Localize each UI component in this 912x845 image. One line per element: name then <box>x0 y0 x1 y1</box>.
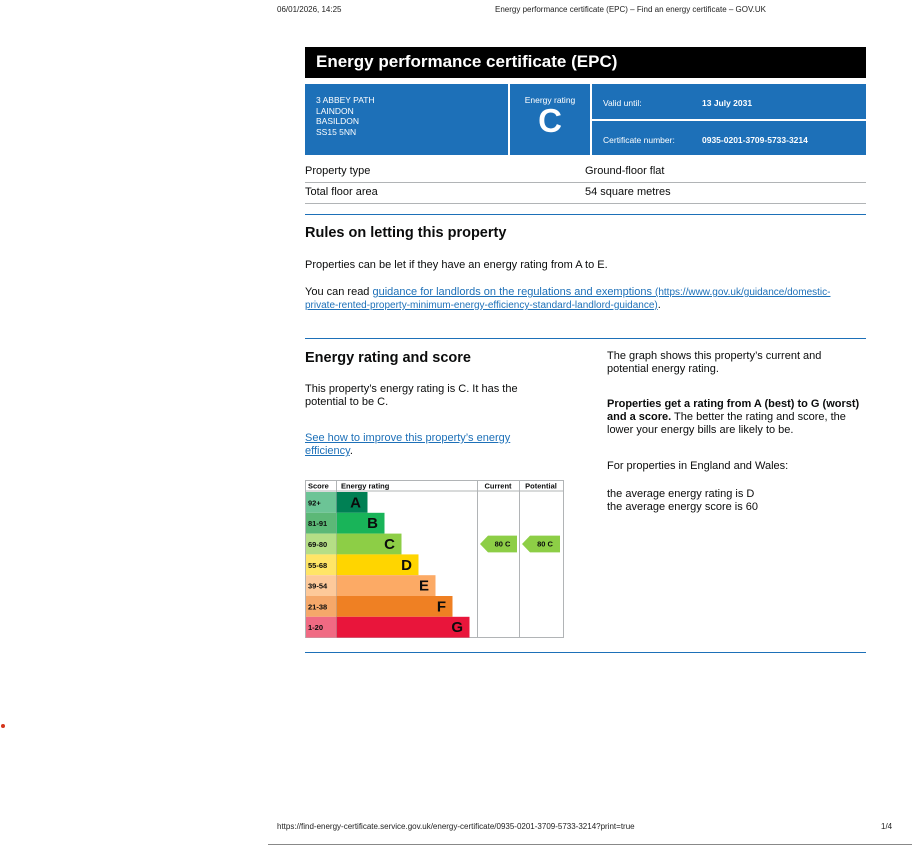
rating-description-line: This property’s energy rating is C. It has the <box>305 383 518 395</box>
band-letter: G <box>451 619 463 637</box>
rating-description <box>305 383 518 409</box>
band-score-label: 55-68 <box>308 560 328 570</box>
page-number: 1/4 <box>881 822 893 831</box>
page-title: Energy performance certificate (EPC) <box>305 47 866 78</box>
address-line: LAINDON <box>316 105 354 116</box>
band-score-label: 21-38 <box>308 602 328 612</box>
valid-until-box <box>592 84 866 119</box>
print-page-title: Energy performance certificate (EPC) – Find an energy certificate – GOV.UK <box>495 5 766 14</box>
property-row <box>305 162 866 183</box>
certificate-number-label: Certificate number: <box>603 135 675 145</box>
rating-scale-bold: and a score. <box>607 411 672 423</box>
address-line: 3 ABBEY PATH <box>316 95 375 105</box>
band-score-label: 39-54 <box>308 581 328 591</box>
improve-para <box>305 432 510 458</box>
guidance-link-text: guidance for landlords on the regulations and exemptions <box>372 286 652 298</box>
print-url: https://find-energy-certificate.service.gov.uk/energy-certificate/0935-0201-3709-5733-3214?print=true <box>277 822 635 831</box>
certificate-number-value: 0935-0201-3709-5733-3214 <box>702 135 808 145</box>
property-label: Total floor area <box>305 186 378 198</box>
property-label: Property type <box>305 165 371 177</box>
band-letter: F <box>436 598 446 616</box>
band-score-label: 1-20 <box>308 623 324 633</box>
graph-explanation <box>607 350 866 376</box>
rating-scale-bold: Properties get a rating from A (best) to G (worst) <box>607 398 860 410</box>
graph-explanation-line: potential energy rating. <box>607 363 719 375</box>
guidance-link-url: (https://www.gov.uk/guidance/domestic- <box>655 287 831 298</box>
guidance-link-url: private-rented-property-minimum-energy-efficiency-standard-landlord-guidance) <box>305 300 658 311</box>
valid-until-label: Valid until: <box>603 98 642 108</box>
score-heading: Energy rating and score <box>305 350 471 366</box>
energy-rating-chart <box>305 480 565 640</box>
potential-rating-label: 80 C <box>537 539 553 549</box>
chart-bands <box>306 492 470 638</box>
header-energy-rating: Energy rating <box>341 481 390 491</box>
band-score-label: 69-80 <box>308 540 328 549</box>
average-score: the average energy score is 60 <box>607 501 759 513</box>
improve-link-text: efficiency <box>305 445 350 457</box>
region-note: For properties in England and Wales: <box>607 460 789 472</box>
valid-until-value: 13 July 2031 <box>702 98 753 108</box>
property-row <box>305 183 866 204</box>
band-letter: D <box>401 556 412 574</box>
rating-description-line: potential to be C. <box>305 396 389 408</box>
average-values <box>607 488 758 514</box>
energy-rating-box <box>510 84 590 155</box>
address-block <box>305 84 508 155</box>
guidance-suffix: . <box>657 299 661 311</box>
section-divider <box>305 652 866 653</box>
band-letter: A <box>350 494 361 512</box>
certificate-number-box <box>592 121 866 155</box>
property-value: Ground-floor flat <box>585 165 665 177</box>
header-score: Score <box>308 481 329 491</box>
red-dot-mark <box>1 724 5 728</box>
improve-suffix: . <box>349 445 353 457</box>
average-rating: the average energy rating is D <box>607 488 755 500</box>
property-value: 54 square metres <box>585 186 671 198</box>
section-divider <box>305 338 866 339</box>
band-letter: B <box>367 515 378 533</box>
section-divider <box>305 214 866 215</box>
landlord-guidance-para <box>305 286 866 312</box>
band-bar-f <box>337 596 453 617</box>
rating-scale-text: lower your energy bills are likely to be. <box>607 424 794 436</box>
band-bar-g <box>337 617 470 638</box>
print-datetime: 06/01/2026, 14:25 <box>277 5 342 14</box>
address-line: SS15 5NN <box>316 126 357 137</box>
letting-heading: Rules on letting this property <box>305 225 507 241</box>
address-line: BASILDON <box>316 116 359 126</box>
current-rating-label: 80 C <box>494 539 511 549</box>
rating-scale-text: The better the rating and score, the <box>671 411 846 423</box>
header-current: Current <box>484 481 512 491</box>
band-letter: E <box>418 577 429 595</box>
header-potential: Potential <box>525 481 557 491</box>
letting-para: Properties can be let if they have an energy rating from A to E. <box>305 259 608 271</box>
landlord-guidance-link[interactable] <box>305 286 830 311</box>
band-score-label: 92+ <box>308 498 321 508</box>
rating-scale-explanation <box>607 398 866 437</box>
improve-efficiency-link[interactable] <box>305 432 510 457</box>
guidance-prefix: You can read <box>305 286 373 298</box>
energy-rating-label: Energy rating <box>524 95 576 105</box>
energy-rating-letter: C <box>538 102 562 139</box>
improve-link-text: See how to improve this property’s energy <box>305 432 511 444</box>
graph-explanation-line: The graph shows this property’s current and <box>607 350 822 362</box>
band-score-label: 81-91 <box>308 519 328 529</box>
band-letter: C <box>384 536 395 553</box>
